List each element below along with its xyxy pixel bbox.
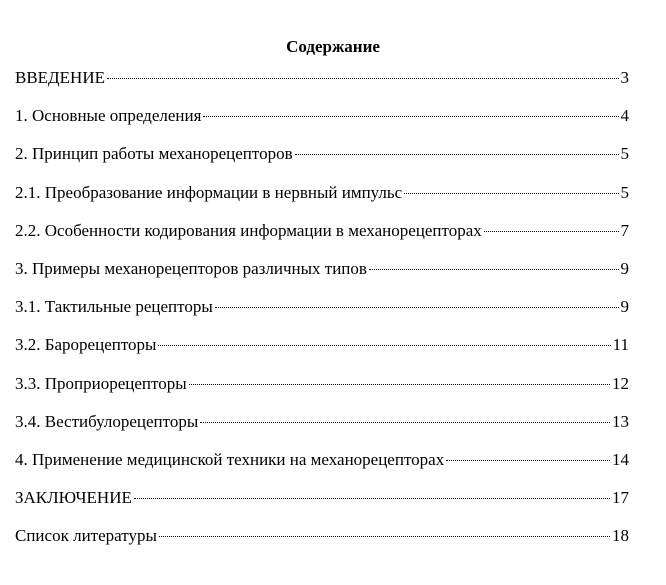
toc-entry-page: 5 <box>620 182 629 202</box>
toc-dot-leader <box>215 307 619 308</box>
toc-dot-leader <box>134 498 610 499</box>
toc-dot-leader <box>158 345 610 346</box>
toc-entry-section-3-4 <box>15 411 629 449</box>
toc-dot-leader <box>404 193 618 194</box>
toc-title: Содержание <box>286 37 380 56</box>
toc-entry-text: Список литературы <box>15 526 157 546</box>
toc-entry-page: 9 <box>620 297 629 317</box>
toc-entry-page: 9 <box>620 258 629 278</box>
toc-dot-leader <box>369 269 619 270</box>
toc-entry-references <box>15 525 629 563</box>
toc-dot-leader <box>189 384 610 385</box>
toc-entry-text: 2.2. Особенности кодирования информации в механорецепторах <box>15 220 482 240</box>
toc-entry-section-2-2 <box>15 220 629 258</box>
toc-entry-page: 3 <box>620 68 629 87</box>
toc-entry-section-2-1 <box>15 182 629 220</box>
toc-entry-page: 13 <box>612 411 629 431</box>
toc-entry-page: 4 <box>620 106 629 126</box>
toc-entry-section-3-3 <box>15 373 629 411</box>
toc-dot-leader <box>295 154 619 155</box>
toc-entry-text: 3. Примеры механорецепторов различных типов <box>15 258 367 278</box>
toc-entry-page: 11 <box>612 335 629 355</box>
toc-entry-text: 3.1. Тактильные рецепторы <box>15 297 213 317</box>
toc-entry-introduction <box>15 67 629 105</box>
toc-entry-text: 3.4. Вестибулорецепторы <box>15 411 199 431</box>
toc-entry-text: ЗАКЛЮЧЕНИЕ <box>15 488 132 508</box>
toc-entry-text: 2. Принцип работы механорецепторов <box>15 144 293 164</box>
toc-dot-leader <box>159 536 610 537</box>
toc-entry-section-2 <box>15 143 629 181</box>
toc-entry-section-4 <box>15 449 629 487</box>
toc-entry-text: 3.3. Проприорецепторы <box>15 373 187 393</box>
toc-entry-section-3-1 <box>15 296 629 334</box>
toc-entry-text: ВВЕДЕНИЕ <box>15 68 105 87</box>
toc-entry-text: 3.2. Барорецепторы <box>15 335 157 355</box>
toc-entry-section-3-2 <box>15 334 629 372</box>
toc-entry-conclusion <box>15 487 629 525</box>
toc-dot-leader <box>203 116 618 117</box>
toc-entry-page: 14 <box>612 449 629 469</box>
toc-entry-page: 12 <box>612 373 629 393</box>
toc-dot-leader <box>446 460 610 461</box>
toc-entry-text: 1. Основные определения <box>15 106 202 126</box>
toc-entry-text: 4. Применение медицинской техники на механорецепторах <box>15 449 445 469</box>
toc-entry-page: 18 <box>612 526 629 546</box>
table-of-contents <box>15 67 629 563</box>
toc-entry-page: 5 <box>620 144 629 164</box>
toc-dot-leader <box>107 78 619 79</box>
toc-entry-section-3 <box>15 258 629 296</box>
toc-dot-leader <box>200 422 610 423</box>
toc-entry-text: 2.1. Преобразование информации в нервный импульс <box>15 182 403 202</box>
toc-entry-page: 17 <box>612 488 629 508</box>
toc-dot-leader <box>484 231 619 232</box>
toc-entry-page: 7 <box>620 220 629 240</box>
toc-entry-section-1 <box>15 105 629 143</box>
